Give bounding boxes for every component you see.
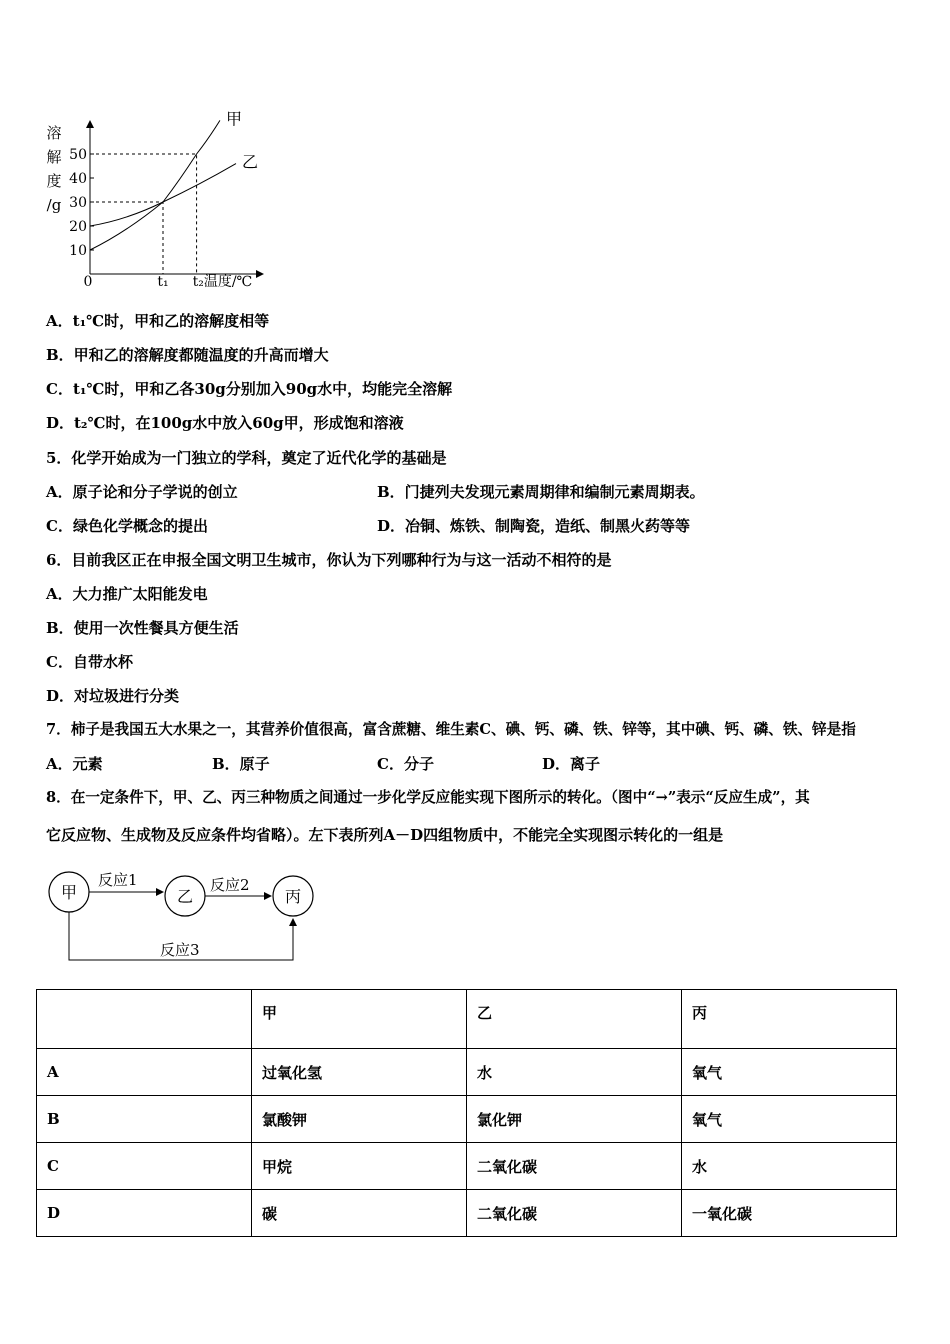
node-yi: [165, 876, 205, 916]
table-cell: 甲: [252, 990, 467, 1049]
table-cell: 氧气: [682, 1096, 897, 1143]
q8-stem-line2: 它反应物、生成物及反应条件均省略）。左下表所列A－D四组物质中，不能完全实现图示转化的一组是: [46, 826, 724, 844]
reference-line-t1: [90, 202, 163, 274]
substance-table: [36, 989, 897, 1237]
table-row: [37, 1143, 897, 1190]
y-axis-label: 度: [46, 172, 62, 190]
node-bing: [273, 876, 313, 916]
y-tick-label: 10: [69, 243, 87, 259]
x-tick-label: 0: [83, 274, 93, 290]
y-tick-label: 40: [69, 171, 87, 187]
q6-option-c: C．自带水杯: [46, 653, 133, 671]
table-cell: 水: [682, 1143, 897, 1190]
q6-option-a: A．大力推广太阳能发电: [46, 585, 208, 603]
table-cell: 氧气: [682, 1049, 897, 1096]
x-tick-label: t₁: [157, 274, 169, 290]
table-cell: D: [37, 1190, 252, 1237]
q4-option-c: C．t₁℃时，甲和乙各30g分别加入90g水中，均能完全溶解: [46, 380, 453, 398]
q8-stem-line1: 8．在一定条件下，甲、乙、丙三种物质之间通过一步化学反应能实现下图所示的转化。（图中“→”表示“反应生成”，其: [46, 789, 810, 806]
q6-option-b: B．使用一次性餐具方便生活: [46, 619, 239, 637]
table-cell: 甲烷: [252, 1143, 467, 1190]
table-row: [37, 1190, 897, 1237]
label-reaction-3: 反应3: [160, 941, 200, 959]
y-axis-label: 解: [46, 148, 62, 166]
y-tick-label: 30: [69, 195, 87, 211]
q4-option-b: B．甲和乙的溶解度都随温度的升高而增大: [46, 346, 329, 364]
table-row: [37, 1096, 897, 1143]
table-cell: 二氧化碳: [467, 1143, 682, 1190]
table-cell: A: [37, 1049, 252, 1096]
series-yi-label: 乙: [242, 152, 259, 172]
series-yi-line: [90, 164, 236, 226]
reaction-diagram: [40, 866, 330, 966]
table-cell: B: [37, 1096, 252, 1143]
svg-text:丙: 丙: [284, 887, 302, 906]
q6-stem: 6．目前我区正在申报全国文明卫生城市，你认为下列哪种行为与这一活动不相符的是: [46, 551, 612, 569]
table-cell: 氯化钾: [467, 1096, 682, 1143]
series-jia-line: [90, 120, 220, 250]
table-cell: 乙: [467, 990, 682, 1049]
label-reaction-1: 反应1: [98, 871, 138, 889]
q6-option-d: D．对垃圾进行分类: [46, 687, 180, 705]
q5-option-c: C．绿色化学概念的提出: [46, 517, 208, 535]
table-cell: 碳: [252, 1190, 467, 1237]
q7-option-c: C．分子: [377, 755, 434, 773]
table-cell: 丙: [682, 990, 897, 1049]
q7-option-a: A．元素: [46, 755, 103, 773]
q5-option-b: B．门捷列夫发现元素周期律和编制元素周期表。: [377, 483, 705, 501]
q7-option-b: B．原子: [212, 755, 270, 773]
reference-line-t2: [90, 154, 197, 274]
q5-option-a: A．原子论和分子学说的创立: [46, 483, 238, 501]
table-cell: [37, 990, 252, 1049]
table-cell: 二氧化碳: [467, 1190, 682, 1237]
q7-stem: 7．柿子是我国五大水果之一，其营养价值很高，富含蔗糖、维生素C、碘、钙、磷、铁、锌等，其中碘、钙、磷、铁、锌是指: [46, 721, 856, 738]
q7-option-d: D．离子: [542, 755, 601, 773]
q5-option-d: D．冶铜、炼铁、制陶瓷，造纸、制黑火药等等: [377, 517, 691, 535]
svg-text:乙: 乙: [176, 887, 194, 906]
table-cell: 氯酸钾: [252, 1096, 467, 1143]
table-cell: C: [37, 1143, 252, 1190]
solubility-chart: [40, 106, 320, 291]
y-tick-label: 20: [69, 219, 87, 235]
y-tick-label: 50: [69, 147, 87, 163]
q5-stem: 5．化学开始成为一门独立的学科，奠定了近代化学的基础是: [46, 449, 447, 467]
series-jia-label: 甲: [225, 109, 242, 129]
q4-option-d: D．t₂℃时，在100g水中放入60g甲，形成饱和溶液: [46, 414, 404, 432]
table-header-row: [37, 990, 897, 1049]
y-axis-label: /g: [46, 196, 62, 214]
table-cell: 一氧化碳: [682, 1190, 897, 1237]
q4-option-a: A．t₁℃时，甲和乙的溶解度相等: [46, 312, 270, 330]
node-jia: [49, 872, 89, 912]
y-axis-label: 溶: [46, 124, 62, 142]
table-cell: 过氧化氢: [252, 1049, 467, 1096]
table-cell: 水: [467, 1049, 682, 1096]
x-tick-label: t₂温度/℃: [192, 274, 253, 290]
label-reaction-2: 反应2: [210, 876, 250, 894]
svg-text:甲: 甲: [60, 883, 78, 902]
table-row: [37, 1049, 897, 1096]
